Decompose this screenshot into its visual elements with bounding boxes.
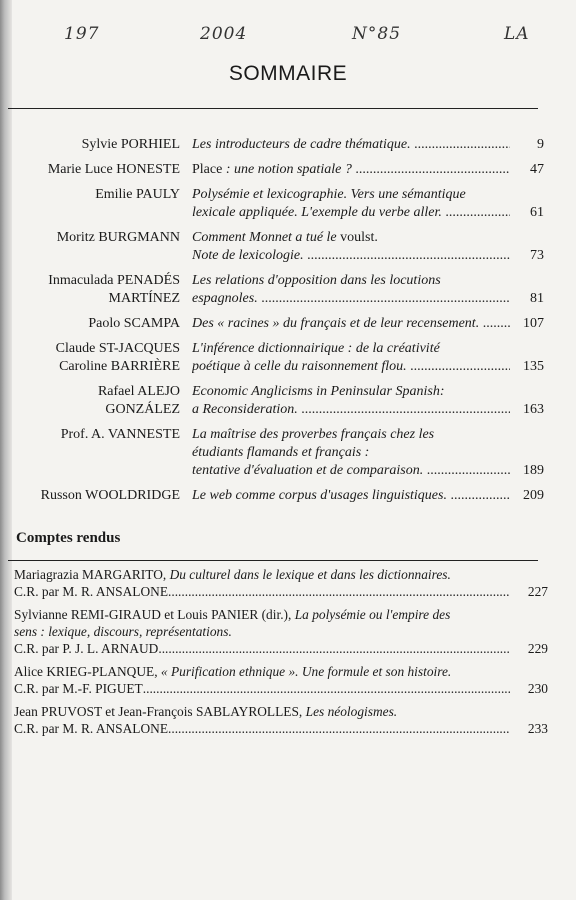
page-number: 47 <box>530 162 544 177</box>
toc-entry <box>0 161 576 179</box>
title-text: a Reconsideration. <box>192 402 298 417</box>
dot-leader <box>168 583 510 600</box>
title-text: La maîtrise des proverbes français chez les <box>192 427 435 442</box>
toc-title <box>192 136 510 154</box>
toc-entry <box>0 315 576 333</box>
review-author: Mariagrazia MARGARITO, <box>14 567 170 582</box>
author-name: Paolo SCAMPA <box>88 316 180 331</box>
dot-leader <box>143 680 510 697</box>
author-name: MARTÍNEZ <box>108 291 180 306</box>
dot-leader <box>411 137 510 152</box>
author-name: Rafael ALEJO <box>97 384 180 399</box>
toc-entry <box>0 229 576 265</box>
toc-title <box>192 186 510 222</box>
toc-entry <box>0 383 576 419</box>
page-number: 81 <box>530 291 544 306</box>
page-title: SOMMAIRE <box>228 62 348 85</box>
dot-leader <box>352 162 510 177</box>
toc-author <box>12 426 180 444</box>
page-number: 227 <box>527 584 548 599</box>
title-prefix: Place <box>192 162 223 177</box>
reviews-list <box>0 566 576 743</box>
title-text: Economic Anglicisms in Peninsular Spanish: <box>192 384 445 399</box>
toc-author <box>12 186 180 204</box>
dot-leader <box>442 205 510 220</box>
toc-author <box>12 161 180 179</box>
author-name: Marie Luce HONESTE <box>47 162 180 177</box>
review-reviewer: C.R. par P. J. L. ARNAUD <box>14 641 159 656</box>
dot-leader <box>407 359 510 374</box>
review-reviewer: C.R. par M. R. ANSALONE <box>14 721 168 736</box>
toc-entry <box>0 186 576 222</box>
author-name: Moritz BURGMANN <box>56 230 180 245</box>
section-heading: Comptes rendus <box>16 530 121 546</box>
toc-author <box>12 272 180 308</box>
title-text: Des « racines » du français et de leur recensement. <box>192 316 480 331</box>
review-entry <box>0 606 576 657</box>
dot-leader <box>447 488 510 503</box>
toc-title <box>192 229 510 265</box>
page-number: 61 <box>530 205 544 220</box>
page-number: 135 <box>523 359 544 374</box>
review-entry <box>0 663 576 697</box>
title-text: Comment Monnet a tué le <box>192 230 341 245</box>
dot-leader <box>168 720 510 737</box>
author-name: Prof. A. VANNESTE <box>60 427 180 442</box>
table-of-contents <box>0 136 576 512</box>
dot-leader <box>258 291 510 306</box>
toc-entry <box>0 272 576 308</box>
title-divider <box>8 108 538 109</box>
page-number: 73 <box>530 248 544 263</box>
title-text: étudiants flamands et français : <box>192 445 370 460</box>
toc-title <box>192 315 510 333</box>
handwritten-note: 197 <box>64 24 100 44</box>
toc-title <box>192 487 510 505</box>
handwritten-initials: LA <box>504 24 530 44</box>
title-text: Les introducteurs de cadre thématique. <box>192 137 411 152</box>
author-name: Sylvie PORHIEL <box>81 137 180 152</box>
toc-title <box>192 426 510 480</box>
toc-entry <box>0 340 576 376</box>
page-number: 9 <box>537 137 544 152</box>
review-work-title: Du culturel dans le lexique et dans les dictionnaires. <box>169 567 451 582</box>
toc-author <box>12 487 180 505</box>
review-reviewer: C.R. par M.-F. PIGUET <box>14 681 143 696</box>
toc-author <box>12 229 180 247</box>
dot-leader <box>423 463 510 478</box>
title-text: Le web comme corpus d'usages linguistiques. <box>192 488 447 503</box>
page-number: 229 <box>527 641 548 656</box>
review-body <box>14 663 510 697</box>
author-name: Emilie PAULY <box>95 187 180 202</box>
author-name: Russon WOOLDRIDGE <box>40 488 180 503</box>
toc-author <box>12 383 180 419</box>
author-name: GONZÁLEZ <box>105 402 180 417</box>
title-text: Les relations d'opposition dans les locutions <box>192 273 441 288</box>
review-reviewer: C.R. par M. R. ANSALONE <box>14 584 168 599</box>
toc-title <box>192 161 510 179</box>
page-number: 189 <box>523 463 544 478</box>
toc-author <box>12 340 180 376</box>
review-entry <box>0 566 576 600</box>
title-text: espagnoles. <box>192 291 258 306</box>
title-text: Polysémie et lexicographie. Vers une sémantique <box>192 187 466 202</box>
toc-title <box>192 383 510 419</box>
toc-entry <box>0 487 576 505</box>
page-number: 107 <box>523 316 544 331</box>
review-author: Sylvianne REMI-GIRAUD et Louis PANIER (dir.), <box>14 607 295 622</box>
title-text: Note de lexicologie. <box>192 248 304 263</box>
author-name: Caroline BARRIÈRE <box>59 359 180 374</box>
section-divider <box>8 560 538 561</box>
handwritten-year: 2004 <box>200 24 248 44</box>
review-work-title: sens : lexique, discours, représentations. <box>14 624 232 639</box>
dot-leader <box>158 640 510 657</box>
author-name: Claude ST-JACQUES <box>55 341 180 356</box>
review-author: Jean PRUVOST et Jean-François SABLAYROLLES, <box>14 704 306 719</box>
title-text: : une notion spatiale ? <box>222 162 352 177</box>
review-entry <box>0 703 576 737</box>
toc-author <box>12 136 180 154</box>
dot-leader <box>304 248 510 263</box>
page-number: 233 <box>527 721 548 736</box>
toc-entry <box>0 426 576 480</box>
toc-title <box>192 272 510 308</box>
page-number: 230 <box>527 681 548 696</box>
title-text: poétique à celle du raisonnement flou. <box>192 359 407 374</box>
toc-title <box>192 340 510 376</box>
review-body <box>14 703 510 737</box>
dot-leader <box>298 402 510 417</box>
title-roman-word: voulst. <box>340 230 378 245</box>
title-text: tentative d'évaluation et de comparaison. <box>192 463 424 478</box>
toc-entry <box>0 136 576 154</box>
review-work-title: « Purification ethnique ». Une formule et son histoire. <box>160 664 452 679</box>
handwritten-issue: N°85 <box>352 24 402 44</box>
page-number: 163 <box>523 402 544 417</box>
toc-author <box>12 315 180 333</box>
review-work-title: La polysémie ou l'empire des <box>294 607 451 622</box>
review-body <box>14 606 510 657</box>
review-author: Alice KRIEG-PLANQUE, <box>14 664 161 679</box>
title-text: L'inférence dictionnairique : de la créativité <box>192 341 440 356</box>
author-name: Inmaculada PENADÉS <box>48 273 180 288</box>
title-text: lexicale appliquée. L'exemple du verbe aller. <box>192 205 442 220</box>
page-number: 209 <box>523 488 544 503</box>
review-work-title: Les néologismes. <box>305 704 398 719</box>
review-body <box>14 566 510 600</box>
